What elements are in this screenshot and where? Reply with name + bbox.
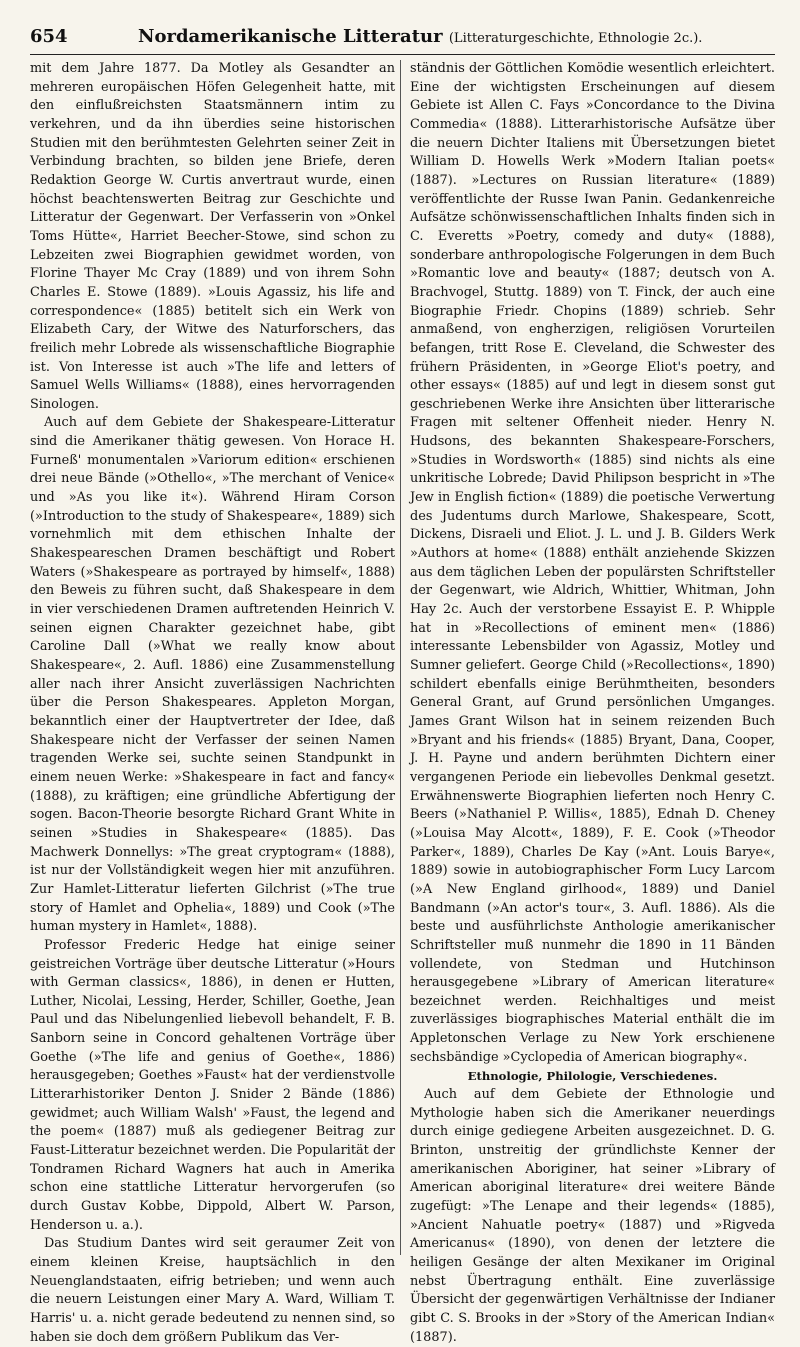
paragraph: mit dem Jahre 1877. Da Motley als Gesandter an mehreren europäischen Höfen Gelegenheit hatte, mit den einflußreichsten Staatsmännern intim zu verkehren, und da ihn überdies seine historischen Studien mit den berühmtesten Gelehrten seiner Zeit in Verbindung brachten, so bilden jene Briefe, deren Redaktion George W. Curtis anvertraut wurde, einen höchst beachtenswerten Beitrag zur Geschichte und Litteratur der Gegenwart. Der Verfasserin von »Onkel Toms Hütte«, Harriet Beecher-Stowe, sind schon zu Lebzeiten zwei Biographien gewidmet worden, von Florine Thayer Mc Cray (1889) und von ihrem Sohn Charles E. Stowe (1889). »Louis Agassiz, his life and correspondence« (1885) betitelt sich ein Werk von Elizabeth Cary, der Witwe des Naturforschers, das freilich mehr Lobrede als wissenschaftliche Biographie ist. Von Interesse ist auch »The life and letters of Samuel Wells Williams« (1888), eines hervorragenden Sinologen.: [30, 61, 395, 412]
page-number: 654: [30, 26, 68, 47]
paragraph: Auch auf dem Gebiete der Shakespeare-Litteratur sind die Amerikaner thätig gewesen. Von Horace H. Furneß' monumentalen »Variorum edition« erschienen drei neue Bände (»Othello«, »The merchant of Venice« und »As you like it«). Während Hiram Corson (»Introduction to the study of Shakespeare«, 1889) sich vornehmlich mit dem ethischen Inhalte der Shakespeareschen Dramen beschäftigt und Robert Waters (»Shakespeare as portrayed by himself«, 1888) den Beweis zu führen sucht, daß Shakespeare in dem in vier verschiedenen Dramen auftretenden Heinrich V. seinen eignen Charakter gezeichnet habe, gibt Caroline Dall (»What we really know about Shakespeare«, 2. Aufl. 1886) eine Zusammenstellung aller nach ihrer Ansicht zuverlässigen Nachrichten über die Person Shakespeares. Appleton Morgan, bekanntlich einer der Hauptvertreter der Idee, daß Shakespeare nicht der Verfasser der seinen Namen tragenden Werke sei, suchte seinen Standpunkt in einem neuen Werke: »Shakespeare in fact and fancy« (1888), zu kräftigen; eine gründliche Abfertigung der sogen. Bacon-Theorie besorgte Richard Grant White in seinen »Studies in Shakespeare« (1885). Das Machwerk Donnellys: »The great cryptogram« (1888), ist nur der Vollständigkeit wegen hier mit anzuführen. Zur Hamlet-Litteratur lieferten Gilchrist (»The true story of Hamlet and Ophelia«, 1889) und Cook (»The human mystery in Hamlet«, 1888).: [30, 415, 395, 935]
running-head: [138, 26, 702, 47]
paragraph: Professor Frederic Hedge hat einige seiner geistreichen Vorträge über deutsche Litteratur (»Hours with German classics«, 1886), in denen er Hutten, Luther, Nicolai, Lessing, Herder, Schiller, Goethe, Jean Paul und das Nibelungenlied liebevoll behandelt, F. B. Sanborn seine in Concord gehaltenen Vorträge über Goethe (»The life and genius of Goethe«, 1886) herausgegeben; Goethes »Faust« hat der verdienstvolle Litterarhistoriker Denton J. Snider 2 Bände (1886) gewidmet; auch William Walsh' »Faust, the legend and the poem« (1887) muß als gediegener Beitrag zur Faust-Litteratur bezeichnet werden. Die Popularität der Tondramen Richard Wagners hat auch in Amerika schon eine stattliche Litteratur hervorgerufen (so durch Gustav Kobbe, Dippold, Albert W. Parson, Henderson u. a.).: [30, 937, 395, 1233]
paragraph: Auch auf dem Gebiete der Ethnologie und Mythologie haben sich die Amerikaner neuerdings durch einige gediegene Arbeiten ausgezeichnet. D. G. Brinton, unstreitig der gründlichste Kenner der amerikanischen Aboriginer, hat seiner »Library of American aboriginal literature« drei weitere Bände zugefügt: »The Lenape and their legends« (1885), »Ancient Nahuatle poetry« (1887) und »Rigveda Americanus« (1890), von denen der letztere die heiligen Gesänge der alten Mexikaner im Original nebst Übertragung enthält. Eine zuverlässige Übersicht der gegenwärtigen Verhältnisse der Indianer gibt C. S. Brooks in der »Story of the American Indian« (1887).: [410, 1087, 775, 1345]
running-head-title: Nordamerikanische Litteratur: [138, 26, 443, 47]
page-header: [30, 24, 775, 55]
section-heading: Ethnologie, Philologie, Verschiedenes.: [467, 1069, 718, 1084]
column-divider: [400, 60, 401, 1255]
right-column: [410, 60, 776, 1345]
running-head-subtitle: (Litteraturgeschichte, Ethnologie 2c.).: [448, 31, 703, 46]
paragraph: ständnis der Göttlichen Komödie wesentlich erleichtert. Eine der wichtigsten Erscheinungen auf diesem Gebiete ist Allen C. Fays »Concordance to the Divina Commedia« (1888). Litterarhistorische Aufsätze über die neuern Dichter Italiens mit Übersetzungen bietet William D. Howells Werk »Modern Italian poets« (1887). »Lectures on Russian literature« (1889) veröffentlichte der Russe Iwan Panin. Gedankenreiche Aufsätze schönwissenschaftlichen Inhalts finden sich in C. Everetts »Poetry, comedy and duty« (1888), sonderbare anthropologische Folgerungen in dem Buch »Romantic love and beauty« (1887; deutsch von A. Brachvogel, Stuttg. 1889) von T. Finck, der auch eine Biographie Friedr. Chopins (1889) schrieb. Sehr anmaßend, von engherzigen, religiösen Vorurteilen befangen, tritt Rose E. Cleveland, die Schwester des frühern Präsidenten, in »George Eliot's poetry, and other essays« (1885) auf und legt in diesem sonst gut geschriebenen Werke ihre Ansichten über litterarische Fragen mit seltener Offenheit nieder. Henry N. Hudsons, des bekannten Shakespeare-Forschers, »Studies in Wordsworth« (1885) sind nichts als eine unkritische Lobrede; David Philipson bespricht in »The Jew in English fiction« (1889) die poetische Verwertung des Judentums durch Marlowe, Shakespeare, Scott, Dickens, Disraeli und Eliot. J. L. und J. B. Gilders Werk »Authors at home« (1888) enthält anziehende Skizzen aus dem täglichen Leben der populärsten Schriftsteller der Gegenwart, wie Aldrich, Whittier, Whitman, John Hay 2c. Auch der verstorbene Essayist E. P. Whipple hat in »Recollections of eminent men« (1886) interessante Lebensbilder von Agassiz, Motley und Sumner geliefert. George Child (»Recollections«, 1890) schildert ebenfalls einige Berühmtheiten, besonders General Grant, auf Grund persönlichen Umganges. James Grant Wilson hat in seinem reizenden Buch »Bryant and his friends« (1885) Bryant, Dana, Cooper, J. H. Payne und andern berühmten Dichtern einer vergangenen Periode ein liebevolles Denkmal gesetzt. Erwähnenswerte Biographien lieferten noch Henry C. Beers (»Nathaniel P. Willis«, 1885), Ednah D. Cheney (»Louisa May Alcott«, 1889), F. E. Cook (»Theodor Parker«, 1889), Charles De Kay (»Ant. Louis Barye«, 1889) sowie in autobiographischer Form Lucy Larcom (»A New England girlhood«, 1889) und Daniel Bandmann (»An actor's tour«, 3. Aufl. 1886). Als die beste und ausführlichste Anthologie amerikanischer Schriftsteller muß nunmehr die 1890 in 11 Bänden vollendete, von Stedman und Hutchinson herausgegebene »Library of American literature« bezeichnet werden. Reichhaltiges und meist zuverlässiges biographisches Material enthält die im Appletonschen Verlage zu New York erschienene sechsbändige »Cyclopedia of American biography«.: [410, 61, 776, 1065]
paragraph: Das Studium Dantes wird seit geraumer Zeit von einem kleinen Kreise, hauptsächlich in den Neuenglandstaaten, eifrig betrieben; und wenn auch die neuern Leistungen einer Mary A. Ward, William T. Harris' u. a. nicht gerade bedeutend zu nennen sind, so haben sie doch dem größern Publikum das Ver-: [30, 1236, 395, 1345]
left-column: [30, 60, 395, 1345]
